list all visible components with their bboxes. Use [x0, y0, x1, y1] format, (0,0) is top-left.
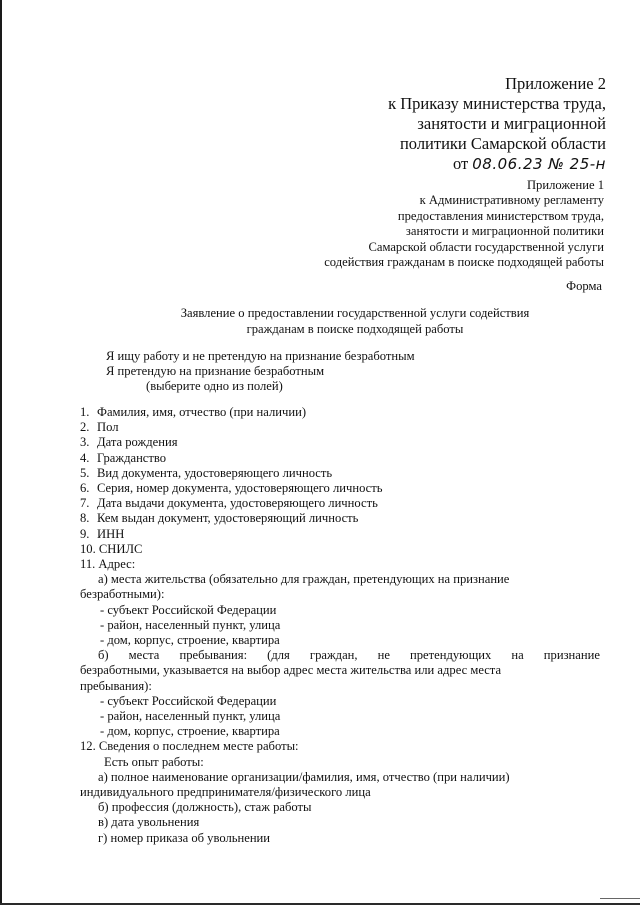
appendix-2-date-line: [306, 154, 606, 174]
field-full-name: [80, 405, 600, 420]
choice-option-not-unemployed[interactable]: Я ищу работу и не претендую на признание безработным: [106, 349, 415, 363]
stay-region: - субъект Российской Федерации: [100, 693, 277, 708]
field-id-document-type: [80, 466, 600, 481]
document-title: [150, 305, 560, 337]
appendix-2-title: Приложение 2: [505, 74, 606, 93]
address-residence-line-2: безработными):: [80, 587, 165, 602]
scan-edge-mark: [600, 898, 640, 899]
field-label: Пол: [97, 420, 119, 435]
dismissal-order-number: г) номер приказа об увольнении: [98, 830, 271, 845]
appendix-1-header: [264, 178, 604, 270]
choice-option-unemployed[interactable]: Я претендую на признание безработным: [106, 364, 325, 379]
address-stay-line-1: [80, 648, 600, 663]
appendix-2-region-line: политики Самарской области: [399, 134, 606, 153]
stay-word: (для: [267, 648, 290, 663]
field-id-document-number: [80, 481, 600, 496]
appendix-1-line: предоставления министерством труда,: [397, 208, 604, 223]
field-label: Дата выдачи документа, удостоверяющего личность: [97, 496, 378, 511]
stay-word: признание: [543, 648, 600, 663]
field-number: 4.: [80, 450, 90, 465]
appendix-1-line: Приложение 1: [526, 178, 604, 192]
field-number: 7.: [80, 496, 90, 511]
address-stay-line-2: безработными, указывается на выбор адрес места жительства или адрес места: [80, 663, 502, 678]
stay-word: претендующих: [410, 648, 492, 663]
residence-house: - дом, корпус, строение, квартира: [100, 633, 280, 648]
title-line-1: Заявление о предоставлении государственной услуги содействия: [180, 306, 530, 320]
field-number: 8.: [80, 511, 90, 526]
appendix-1-line: занятости и миграционной политики: [405, 224, 604, 239]
employer-name-line-2: индивидуального предпринимателя/физического лица: [80, 785, 371, 800]
field-label: Кем выдан документ, удостоверяющий личность: [97, 511, 359, 526]
appendix-1-line: Самарской области государственной услуги: [368, 239, 604, 254]
address-residence-line-1: а) места жительства (обязательно для граждан, претендующих на признание: [98, 572, 510, 587]
appendix-2-ministry-line: занятости и миграционной: [417, 114, 606, 133]
stay-word: б): [98, 648, 109, 663]
scan-edge-left: [0, 0, 2, 905]
field-label: Дата рождения: [97, 435, 178, 450]
field-citizenship: [80, 451, 600, 466]
field-label: Вид документа, удостоверяющего личность: [97, 465, 333, 480]
choice-hint: (выберите одно из полей): [146, 379, 283, 394]
field-inn: [80, 527, 600, 542]
field-label: Гражданство: [97, 450, 167, 465]
employer-name-line-1: а) полное наименование организации/фамилия, имя, отчество (при наличии): [98, 769, 510, 784]
stay-house: - дом, корпус, строение, квартира: [100, 724, 280, 739]
field-last-workplace: 12. Сведения о последнем месте работы:: [80, 739, 299, 754]
stay-locality: - район, населенный пункт, улица: [100, 709, 281, 724]
field-label: ИНН: [97, 526, 125, 541]
position-and-tenure: б) профессия (должность), стаж работы: [98, 800, 312, 815]
field-address: 11. Адрес:: [80, 557, 136, 572]
form-label: Форма: [566, 279, 602, 293]
address-stay-line-3: пребывания):: [80, 678, 152, 693]
appendix-1-line: содействия гражданам в поиске подходящей работы: [324, 255, 604, 270]
residence-region: - субъект Российской Федерации: [100, 602, 277, 617]
stay-word: пребывания:: [179, 648, 248, 663]
appendix-2-order-line: к Приказу министерства труда,: [388, 94, 606, 113]
stay-word: граждан,: [309, 648, 358, 663]
stay-word: на: [511, 648, 524, 663]
handwritten-date-number: 08.06.23 № 25-н: [472, 155, 606, 173]
field-number: 5.: [80, 465, 90, 480]
field-number: 3.: [80, 435, 90, 450]
field-id-issue-date: [80, 496, 600, 511]
field-birth-date: [80, 435, 600, 450]
field-number: 6.: [80, 481, 90, 496]
field-gender: [80, 420, 600, 435]
appendix-1-line: к Административному регламенту: [419, 193, 604, 208]
field-number: 1.: [80, 405, 90, 419]
date-prefix: от: [453, 154, 469, 173]
appendix-2-header: [306, 74, 606, 174]
field-id-issuer: [80, 511, 600, 526]
field-label: Фамилия, имя, отчество (при наличии): [97, 405, 307, 419]
field-label: Серия, номер документа, удостоверяющего личность: [97, 481, 383, 496]
field-number: 2.: [80, 420, 90, 435]
application-fields: [80, 405, 600, 846]
residence-locality: - район, населенный пункт, улица: [100, 617, 281, 632]
field-number: 9.: [80, 526, 90, 541]
stay-word: не: [377, 648, 390, 663]
work-experience-label: Есть опыт работы:: [104, 754, 204, 769]
dismissal-date: в) дата увольнения: [98, 815, 200, 830]
field-snils: 10. СНИЛС: [80, 541, 143, 556]
title-line-2: гражданам в поиске подходящей работы: [246, 322, 464, 336]
stay-word: места: [128, 648, 160, 663]
applicant-choice: [106, 349, 415, 395]
